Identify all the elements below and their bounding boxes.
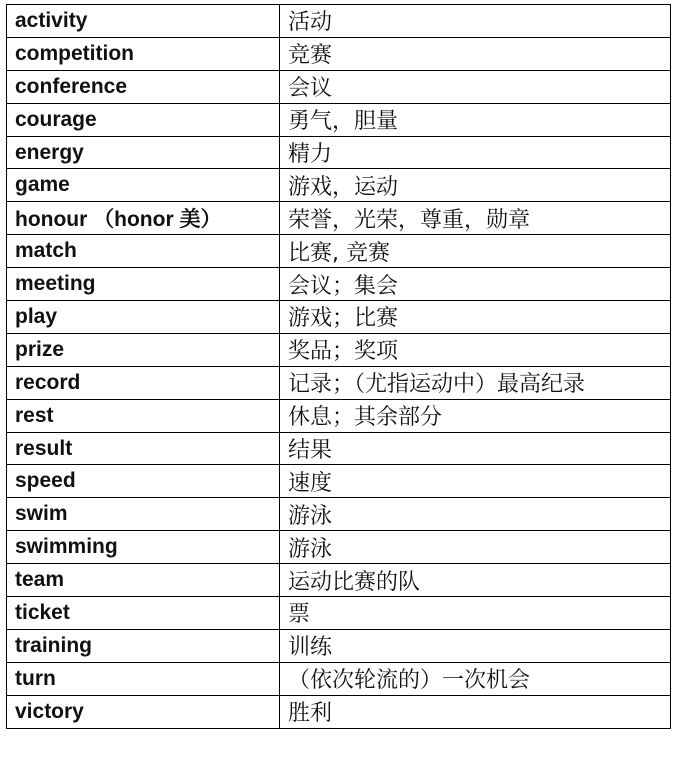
english-word-cell: prize <box>7 333 280 366</box>
english-word-cell: turn <box>7 662 280 695</box>
table-row <box>7 629 671 662</box>
chinese-meaning-cell: 荣誉，光荣，尊重，勋章 <box>280 202 671 235</box>
english-word-cell: conference <box>7 70 280 103</box>
chinese-meaning-cell: 勇气，胆量 <box>280 103 671 136</box>
table-row <box>7 202 671 235</box>
english-word-cell: swim <box>7 498 280 531</box>
english-word-cell: team <box>7 564 280 597</box>
table-row <box>7 564 671 597</box>
chinese-meaning-cell: 奖品；奖项 <box>280 333 671 366</box>
chinese-meaning-cell: 胜利 <box>280 695 671 728</box>
english-word-cell: competition <box>7 37 280 70</box>
table-row <box>7 531 671 564</box>
chinese-meaning-cell: 游戏；比赛 <box>280 301 671 334</box>
table-row <box>7 432 671 465</box>
table-row <box>7 597 671 630</box>
chinese-meaning-cell: 速度 <box>280 465 671 498</box>
chinese-meaning-cell: 精力 <box>280 136 671 169</box>
english-word-cell: record <box>7 366 280 399</box>
vocabulary-table <box>6 4 671 729</box>
english-word-cell: match <box>7 235 280 268</box>
table-row <box>7 695 671 728</box>
english-word-cell: energy <box>7 136 280 169</box>
chinese-meaning-cell: 训练 <box>280 629 671 662</box>
table-row <box>7 70 671 103</box>
english-word-cell: rest <box>7 399 280 432</box>
chinese-meaning-cell: 运动比赛的队 <box>280 564 671 597</box>
chinese-meaning-cell: 比赛, 竞赛 <box>280 235 671 268</box>
english-word-cell: game <box>7 169 280 202</box>
english-word-cell: play <box>7 301 280 334</box>
chinese-meaning-cell: 结果 <box>280 432 671 465</box>
chinese-meaning-cell: 票 <box>280 597 671 630</box>
english-word-cell: swimming <box>7 531 280 564</box>
english-word-cell: honour （honor 美） <box>7 202 280 235</box>
chinese-meaning-cell: 游戏，运动 <box>280 169 671 202</box>
english-word-cell: victory <box>7 695 280 728</box>
chinese-meaning-cell: 会议 <box>280 70 671 103</box>
table-row <box>7 103 671 136</box>
chinese-meaning-cell: 活动 <box>280 5 671 38</box>
table-row <box>7 399 671 432</box>
english-word-cell: activity <box>7 5 280 38</box>
table-row <box>7 333 671 366</box>
english-word-cell: speed <box>7 465 280 498</box>
chinese-meaning-cell: 记录；（尤指运动中）最高纪录 <box>280 366 671 399</box>
table-row <box>7 301 671 334</box>
table-row <box>7 235 671 268</box>
chinese-meaning-cell: 游泳 <box>280 498 671 531</box>
chinese-meaning-cell: 会议；集会 <box>280 268 671 301</box>
vocabulary-table-body <box>7 5 671 729</box>
chinese-meaning-cell: （依次轮流的）一次机会 <box>280 662 671 695</box>
table-row <box>7 136 671 169</box>
table-row <box>7 37 671 70</box>
table-row <box>7 169 671 202</box>
table-row <box>7 5 671 38</box>
table-row <box>7 366 671 399</box>
table-row <box>7 268 671 301</box>
chinese-meaning-cell: 游泳 <box>280 531 671 564</box>
english-word-cell: courage <box>7 103 280 136</box>
table-row <box>7 498 671 531</box>
english-word-cell: result <box>7 432 280 465</box>
chinese-meaning-cell: 竞赛 <box>280 37 671 70</box>
chinese-meaning-cell: 休息；其余部分 <box>280 399 671 432</box>
english-word-cell: meeting <box>7 268 280 301</box>
english-word-cell: ticket <box>7 597 280 630</box>
english-word-cell: training <box>7 629 280 662</box>
table-row <box>7 465 671 498</box>
table-row <box>7 662 671 695</box>
